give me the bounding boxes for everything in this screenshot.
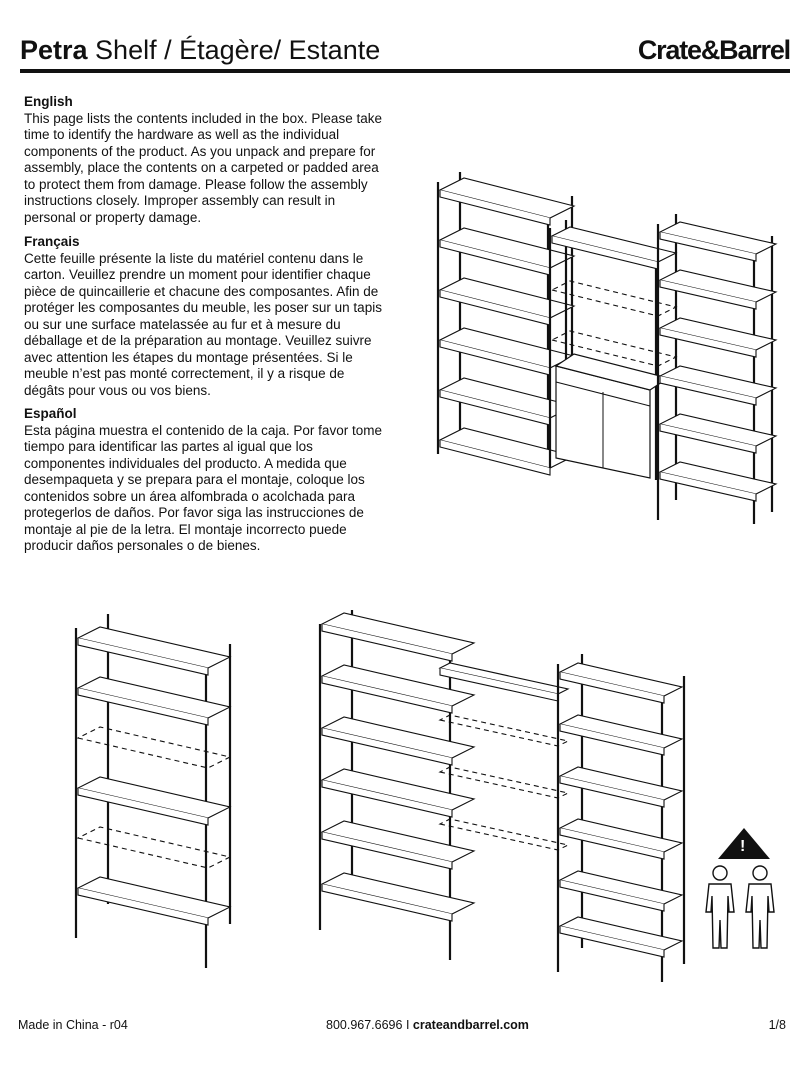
website-link[interactable]: crateandbarrel.com <box>412 1018 529 1032</box>
two-people-icon <box>704 864 780 950</box>
separator: I <box>402 1018 413 1032</box>
unit-right-tall <box>658 214 776 524</box>
footer-contact <box>326 1018 529 1032</box>
brand-logo: Crate&Barrel <box>637 35 790 65</box>
section-body: Esta página muestra el contenido de la caja. Por favor tome tiempo para identificar las partes al igual que los componentes individuales del producto. A medida que desempaqueta y se prepara para el montaje, coloque los contenidos sobre un área alfombrada o acolchada para protegerlos de daños. Por favor siga las instrucciones de montaje al pie de la letra. El montaje incorrecto puede producir daños personales o de bienes. <box>24 422 382 553</box>
warning-exclamation: ! <box>740 838 746 855</box>
section-heading: Español <box>24 406 77 421</box>
revision-text: - r04 <box>98 1018 128 1032</box>
made-in-text: Made in China <box>18 1018 99 1032</box>
section-body: This page lists the contents included in the box. Please take time to identify the hardware as well as the individual components of the product. As you unpack and prepare for assembly, place the contents on a carpeted or padded area to protect them from damage. Please follow the assembly instructions closely. Improper assembly can result in personal or property damage. <box>24 110 382 225</box>
phone-number: 800.967.6696 <box>326 1018 403 1032</box>
section-body: Cette feuille présente la liste du matériel contenu dans le carton. Veuillez prendre un moment pour identifier chaque pièce de quincaillerie et chacune des composantes. Afin de protéger les composantes du meuble, les poser sur un tapis ou sur une surface matelassée au fur et à mesure du déballage et de la préparation au montage. Veuillez suivre avec attention les étapes du montage présentées. Si le meuble n’est pas monté correctement, il y a risque de dégâts pour vous ou vos biens. <box>24 250 382 398</box>
title-subtitle: Shelf / Étagère/ Estante <box>87 35 381 65</box>
page-number: 1/8 <box>768 1018 786 1032</box>
section-heading: English <box>24 94 73 109</box>
unit-bottom-left <box>76 614 230 968</box>
unit-bottom-middle <box>320 610 474 960</box>
section-heading: Français <box>24 234 80 249</box>
unit-bottom-right <box>440 654 684 982</box>
title-product-name: Petra <box>20 35 88 65</box>
unit-left-tall <box>438 172 574 475</box>
footer-made-in <box>18 1018 128 1032</box>
